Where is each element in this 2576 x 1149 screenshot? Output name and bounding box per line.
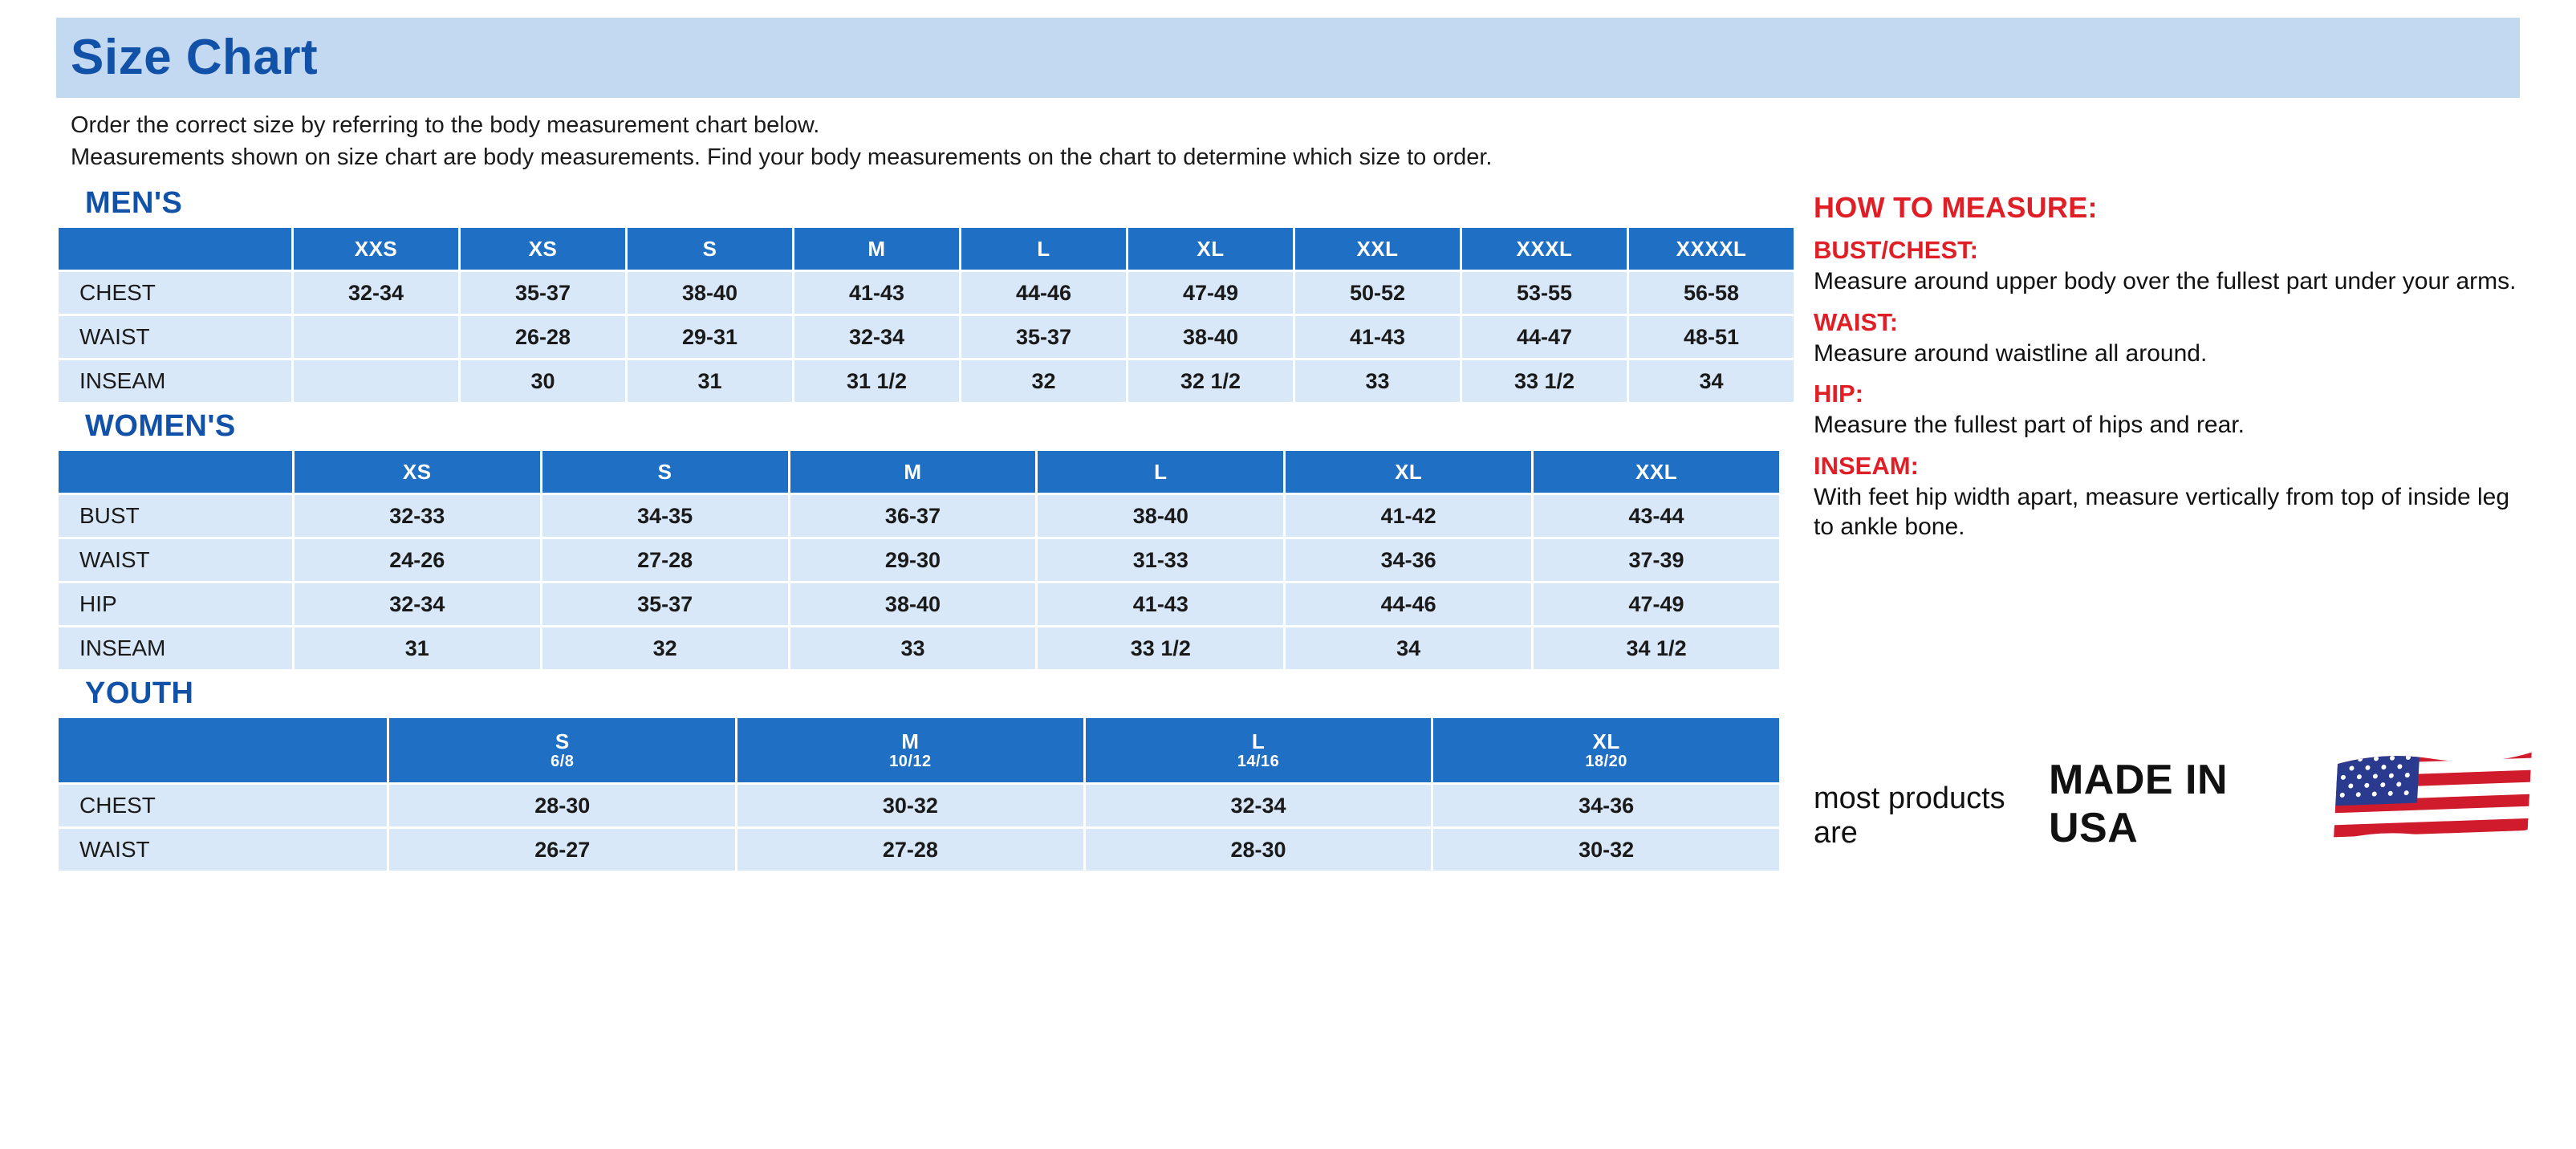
youth-header-main: XL bbox=[1592, 729, 1620, 754]
womens-header-cell: XS bbox=[295, 451, 540, 493]
youth-size-table bbox=[56, 716, 1782, 873]
usa-flag-icon bbox=[2330, 745, 2535, 857]
table-cell bbox=[294, 360, 458, 402]
table-cell: 27-28 bbox=[542, 539, 788, 581]
table-cell: 32-34 bbox=[294, 272, 458, 314]
table-cell: 38-40 bbox=[790, 583, 1036, 625]
intro-line-2: Measurements shown on size chart are body measurements. Find your body measurements on the chart to determine which size to order. bbox=[71, 144, 1493, 171]
youth-header-sub: 14/16 bbox=[1237, 752, 1280, 770]
table-cell: 32 1/2 bbox=[1128, 360, 1293, 402]
table-cell: 24-26 bbox=[295, 539, 540, 581]
row-label: WAIST bbox=[59, 539, 292, 581]
made-in-usa-prefix: most products are bbox=[1814, 782, 2005, 851]
row-label: WAIST bbox=[59, 316, 291, 358]
table-cell: 32-34 bbox=[794, 316, 959, 358]
table-cell: 34-36 bbox=[1286, 539, 1531, 581]
table-cell: 30-32 bbox=[737, 785, 1083, 826]
mens-size-table bbox=[56, 225, 1796, 404]
table-cell: 41-43 bbox=[794, 272, 959, 314]
table-row bbox=[59, 829, 1779, 871]
table-cell: 33 1/2 bbox=[1462, 360, 1627, 402]
intro-text bbox=[56, 109, 2520, 173]
table-row bbox=[59, 539, 1779, 581]
table-cell: 31 bbox=[295, 627, 540, 669]
measure-label: WAIST: bbox=[1814, 307, 1899, 336]
table-cell: 32 bbox=[542, 627, 788, 669]
table-cell: 48-51 bbox=[1629, 316, 1794, 358]
youth-header-main: L bbox=[1251, 729, 1266, 754]
youth-header-corner bbox=[59, 718, 387, 782]
table-cell: 35-37 bbox=[961, 316, 1126, 358]
measure-item-hip bbox=[1814, 380, 2520, 441]
table-cell: 53-55 bbox=[1462, 272, 1627, 314]
page-banner bbox=[56, 18, 2520, 98]
table-cell: 38-40 bbox=[628, 272, 792, 314]
youth-header-cell bbox=[1433, 718, 1779, 782]
table-cell: 26-28 bbox=[461, 316, 625, 358]
table-cell: 27-28 bbox=[737, 829, 1083, 871]
row-label: BUST bbox=[59, 495, 292, 537]
mens-header-cell: M bbox=[794, 228, 959, 270]
intro-line-1: Order the correct size by referring to the body measurement chart below. bbox=[71, 112, 820, 138]
measure-text: Measure around upper body over the fullest part under your arms. bbox=[1814, 268, 2517, 295]
measure-label: INSEAM: bbox=[1814, 451, 1919, 480]
table-cell: 34 bbox=[1286, 627, 1531, 669]
tables-column bbox=[56, 181, 1782, 873]
section-title-womens: WOMEN'S bbox=[85, 409, 236, 444]
measure-text: Measure around waistline all around. bbox=[1814, 339, 2208, 367]
row-label: HIP bbox=[59, 583, 292, 625]
table-cell: 38-40 bbox=[1128, 316, 1293, 358]
table-cell: 31 bbox=[628, 360, 792, 402]
table-cell: 35-37 bbox=[461, 272, 625, 314]
mens-header-cell: XXXXL bbox=[1629, 228, 1794, 270]
womens-header-corner bbox=[59, 451, 292, 493]
womens-header-cell: S bbox=[542, 451, 788, 493]
youth-header-main: S bbox=[555, 729, 570, 754]
table-cell: 30-32 bbox=[1433, 829, 1779, 871]
how-to-measure-column bbox=[1801, 181, 2520, 873]
table-cell: 29-31 bbox=[628, 316, 792, 358]
youth-header-cell bbox=[737, 718, 1083, 782]
table-cell: 29-30 bbox=[790, 539, 1036, 581]
mens-header-cell: XXXL bbox=[1462, 228, 1627, 270]
table-cell: 35-37 bbox=[542, 583, 788, 625]
table-cell: 44-46 bbox=[961, 272, 1126, 314]
table-cell: 31 1/2 bbox=[794, 360, 959, 402]
made-in-usa-emphasis: MADE IN USA bbox=[2048, 757, 2229, 852]
table-cell: 33 bbox=[1295, 360, 1460, 402]
table-cell: 33 bbox=[790, 627, 1036, 669]
table-cell: 32-34 bbox=[295, 583, 540, 625]
table-cell: 34-35 bbox=[542, 495, 788, 537]
row-label: INSEAM bbox=[59, 627, 292, 669]
youth-header-cell bbox=[389, 718, 735, 782]
youth-header-sub: 18/20 bbox=[1585, 752, 1627, 770]
table-cell: 41-42 bbox=[1286, 495, 1531, 537]
womens-header-cell: L bbox=[1038, 451, 1283, 493]
table-cell: 37-39 bbox=[1534, 539, 1779, 581]
table-row bbox=[59, 583, 1779, 625]
womens-header-row bbox=[59, 451, 1779, 493]
table-cell: 44-46 bbox=[1286, 583, 1531, 625]
table-cell: 41-43 bbox=[1295, 316, 1460, 358]
size-chart-page bbox=[0, 18, 2576, 1149]
table-cell: 50-52 bbox=[1295, 272, 1460, 314]
mens-header-cell: XXL bbox=[1295, 228, 1460, 270]
measure-text: With feet hip width apart, measure vertically from top of inside leg to ankle bone. bbox=[1814, 483, 2510, 541]
mens-header-cell: XS bbox=[461, 228, 625, 270]
table-cell: 34 bbox=[1629, 360, 1794, 402]
table-row bbox=[59, 495, 1779, 537]
section-title-youth: YOUTH bbox=[85, 676, 194, 711]
table-cell: 44-47 bbox=[1462, 316, 1627, 358]
table-cell: 36-37 bbox=[790, 495, 1036, 537]
table-cell: 34-36 bbox=[1433, 785, 1779, 826]
table-row bbox=[59, 785, 1779, 826]
youth-header-sub: 10/12 bbox=[889, 752, 932, 770]
table-cell: 28-30 bbox=[389, 785, 735, 826]
table-cell: 33 1/2 bbox=[1038, 627, 1283, 669]
table-row bbox=[59, 316, 1794, 358]
table-cell: 47-49 bbox=[1128, 272, 1293, 314]
table-cell: 32 bbox=[961, 360, 1126, 402]
mens-header-row bbox=[59, 228, 1794, 270]
table-cell: 30 bbox=[461, 360, 625, 402]
measure-item-inseam bbox=[1814, 452, 2520, 542]
mens-header-corner bbox=[59, 228, 291, 270]
table-cell bbox=[294, 316, 458, 358]
table-row bbox=[59, 272, 1794, 314]
measure-text: Measure the fullest part of hips and rear. bbox=[1814, 412, 2245, 439]
table-cell: 32-34 bbox=[1086, 785, 1432, 826]
table-cell: 56-58 bbox=[1629, 272, 1794, 314]
youth-header-sub: 6/8 bbox=[551, 752, 575, 770]
womens-header-cell: M bbox=[790, 451, 1036, 493]
row-label: WAIST bbox=[59, 829, 387, 871]
table-row bbox=[59, 627, 1779, 669]
table-cell: 34 1/2 bbox=[1534, 627, 1779, 669]
table-row bbox=[59, 360, 1794, 402]
youth-header-cell bbox=[1086, 718, 1432, 782]
table-cell: 31-33 bbox=[1038, 539, 1283, 581]
page-title: Size Chart bbox=[71, 30, 319, 85]
row-label: INSEAM bbox=[59, 360, 291, 402]
mens-header-cell: L bbox=[961, 228, 1126, 270]
made-in-usa-block bbox=[1814, 749, 2533, 854]
table-cell: 26-27 bbox=[389, 829, 735, 871]
youth-header-row bbox=[59, 718, 1779, 782]
measure-item-waist bbox=[1814, 308, 2520, 369]
womens-header-cell: XL bbox=[1286, 451, 1531, 493]
womens-header-cell: XXL bbox=[1534, 451, 1779, 493]
table-cell: 38-40 bbox=[1038, 495, 1283, 537]
table-cell: 47-49 bbox=[1534, 583, 1779, 625]
row-label: CHEST bbox=[59, 272, 291, 314]
mens-header-cell: S bbox=[628, 228, 792, 270]
measure-label: BUST/CHEST: bbox=[1814, 236, 1978, 265]
table-cell: 32-33 bbox=[295, 495, 540, 537]
mens-header-cell: XL bbox=[1128, 228, 1293, 270]
womens-size-table bbox=[56, 449, 1782, 672]
youth-header-main: M bbox=[901, 729, 920, 754]
table-cell: 43-44 bbox=[1534, 495, 1779, 537]
content-area bbox=[56, 181, 2520, 873]
mens-header-cell: XXS bbox=[294, 228, 458, 270]
table-cell: 41-43 bbox=[1038, 583, 1283, 625]
table-cell: 28-30 bbox=[1086, 829, 1432, 871]
how-to-measure-title: HOW TO MEASURE: bbox=[1814, 191, 2098, 225]
section-title-mens: MEN'S bbox=[85, 186, 183, 221]
measure-label: HIP: bbox=[1814, 380, 1863, 408]
measure-item-bust-chest bbox=[1814, 236, 2520, 297]
row-label: CHEST bbox=[59, 785, 387, 826]
